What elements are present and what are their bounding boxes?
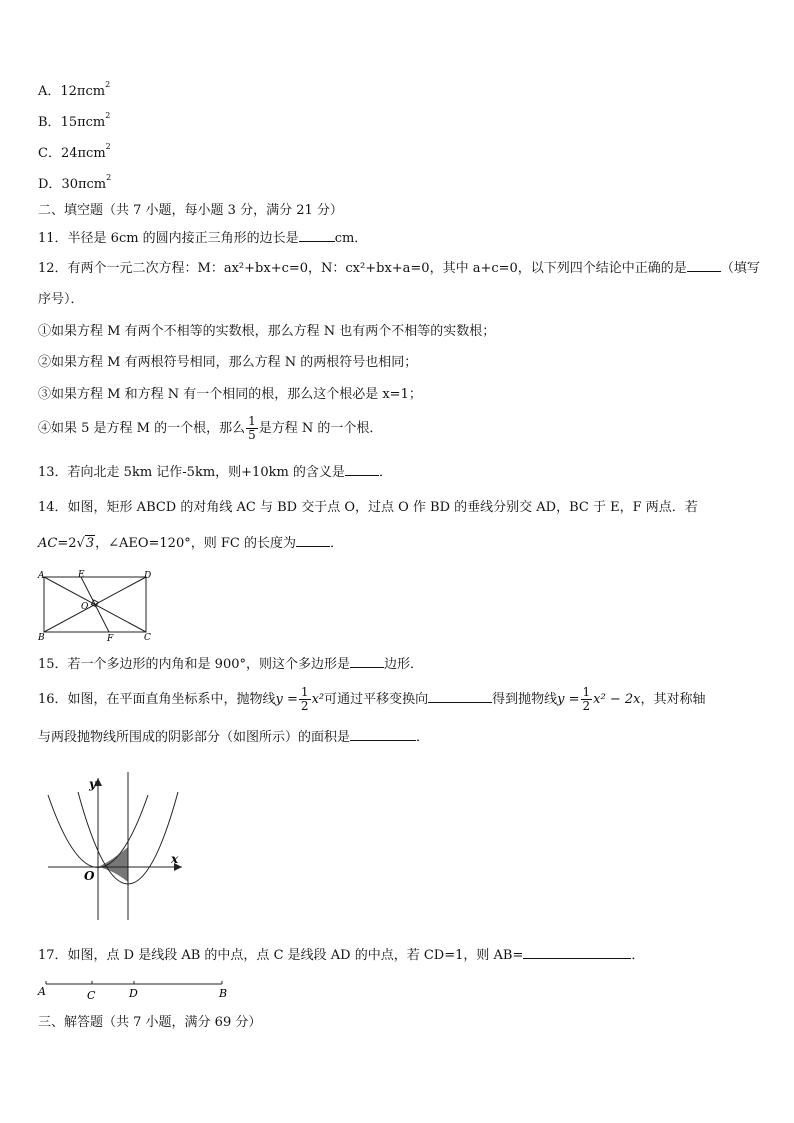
math-expression: x² − 2x [593, 692, 641, 707]
question-text: ． [416, 730, 430, 745]
rectangle-figure [36, 568, 160, 644]
question-text: 可通过平移变换向 [324, 692, 429, 707]
question-text: ． [631, 948, 645, 963]
seg-label-c: C [87, 989, 96, 1002]
question-text: 15．若一个多边形的内角和是 900°，则这个多边形是 [38, 657, 350, 672]
option-label: C． [38, 146, 61, 161]
statement-1: ①如果方程 M 有两个不相等的实数根，那么方程 N 也有两个不相等的实数根； [38, 324, 496, 339]
question-text: ，其对称轴 [640, 692, 706, 707]
fraction-denominator: 2 [300, 699, 309, 713]
question-text: ． [378, 465, 392, 480]
answer-blank[interactable] [428, 690, 492, 703]
fraction-denominator: 5 [248, 428, 256, 442]
answer-blank[interactable] [345, 463, 379, 476]
fraction-numerator: 1 [300, 685, 309, 699]
question-14: 14．如图，矩形 ABCD 的对角线 AC 与 BD 交于点 O，过点 O 作 BD 的垂线分别交 AD，BC 于 E，F 两点．若 [38, 500, 698, 515]
option-value: 12π [60, 84, 86, 99]
question-text: 11．半径是 6cm 的圆内接正三角形的边长是 [38, 231, 299, 246]
fraction-one-half [581, 686, 593, 713]
label-x: x [171, 852, 179, 866]
question-text: cm． [334, 231, 368, 246]
statement-2: ②如果方程 M 有两根符号相同，那么方程 N 的两根符号也相同； [38, 355, 418, 370]
label-f: F [107, 634, 114, 644]
seg-label-a: A [38, 985, 46, 998]
sqrt-radicand: 3 [85, 536, 95, 551]
fraction-denominator: 2 [582, 699, 591, 713]
option-unit: cm [86, 177, 107, 192]
question-12 [38, 259, 760, 278]
segment-figure [36, 975, 236, 1003]
fraction-one-fifth [246, 415, 258, 442]
option-label: A． [38, 84, 61, 99]
option-a: A．12πcm$^2$ [38, 80, 111, 99]
answer-blank[interactable] [299, 229, 335, 242]
math-y: y = [275, 692, 298, 707]
question-text: ． [329, 536, 343, 551]
fraction-numerator: 1 [582, 685, 591, 699]
option-value: 30π [61, 177, 87, 192]
label-a: A [38, 571, 45, 581]
statement-4 [38, 411, 382, 447]
option-d: D．30πcm$^2$ [38, 173, 112, 192]
question-11 [38, 229, 367, 248]
question-12-cont: 序号）． [38, 292, 84, 307]
question-text: 16．如图，在平面直角坐标系中，抛物线 [38, 692, 276, 707]
option-value: 24π [60, 146, 87, 161]
seg-label-d: D [129, 987, 138, 1000]
question-text: AC= [38, 536, 69, 551]
option-unit: cm [86, 146, 106, 161]
question-text: 与两段抛物线所围成的阴影部分（如图所示）的面积是 [38, 730, 351, 745]
option-c: C．24πcm$^2$ [38, 142, 111, 161]
section-2-title: 二、填空题（共 7 小题，每小题 3 分，满分 21 分） [38, 203, 343, 218]
answer-blank[interactable] [350, 655, 384, 668]
option-unit: cm [85, 115, 106, 130]
label-origin: O [84, 869, 95, 883]
statement-3: ③如果方程 M 和方程 N 有一个相同的根，那么这个根必是 x=1； [38, 387, 422, 402]
question-16 [38, 682, 705, 718]
question-15 [38, 655, 423, 674]
label-b: B [38, 633, 45, 643]
label-o: O [81, 602, 89, 612]
seg-label-b: B [219, 987, 228, 1000]
question-text: ，∠AEO=120°，则 FC 的长度为 [95, 536, 296, 551]
option-unit: cm [85, 84, 106, 99]
question-14-cont [38, 534, 343, 553]
question-text: 12．有两个一元二次方程：M：ax²+bx+c=0，N：cx²+bx+a=0，其中 a+c=0，以下列四个结论中正确的是 [38, 261, 687, 276]
option-label: B． [38, 115, 61, 130]
sqrt-coefficient: 2 [68, 536, 77, 551]
answer-blank[interactable] [523, 946, 631, 959]
question-text: 17．如图，点 D 是线段 AB 的中点，点 C 是线段 AD 的中点，若 CD=1，则 AB= [38, 948, 524, 963]
question-16-cont [38, 728, 429, 747]
answer-blank[interactable] [350, 728, 416, 741]
label-y: y [89, 777, 96, 791]
fraction-one-half [299, 686, 311, 713]
label-c: C [144, 633, 151, 643]
math-y: y = [557, 692, 580, 707]
option-value: 15π [60, 115, 86, 130]
section-3-title: 三、解答题（共 7 小题，满分 69 分） [38, 1015, 262, 1030]
answer-blank[interactable] [687, 259, 721, 272]
label-d: D [144, 571, 152, 581]
parabola-graph [40, 770, 190, 924]
fraction-numerator: 1 [248, 414, 256, 428]
question-text: 得到抛物线 [492, 692, 558, 707]
question-17 [38, 946, 644, 965]
option-b: B．15πcm$^2$ [38, 111, 111, 130]
sqrt-three: √3 [76, 536, 95, 551]
option-label: D． [38, 177, 62, 192]
statement-text: ④如果 5 是方程 M 的一个根，那么 [38, 421, 246, 436]
math-x2: x² [311, 692, 325, 707]
answer-blank[interactable] [296, 534, 330, 547]
statement-text: 是方程 N 的一个根． [258, 421, 383, 436]
label-e: E [78, 570, 85, 580]
question-text: 13．若向北走 5km 记作-5km，则+10km 的含义是 [38, 465, 345, 480]
question-13 [38, 463, 392, 482]
question-text: （填写 [720, 261, 760, 276]
question-text: 边形． [384, 657, 424, 672]
